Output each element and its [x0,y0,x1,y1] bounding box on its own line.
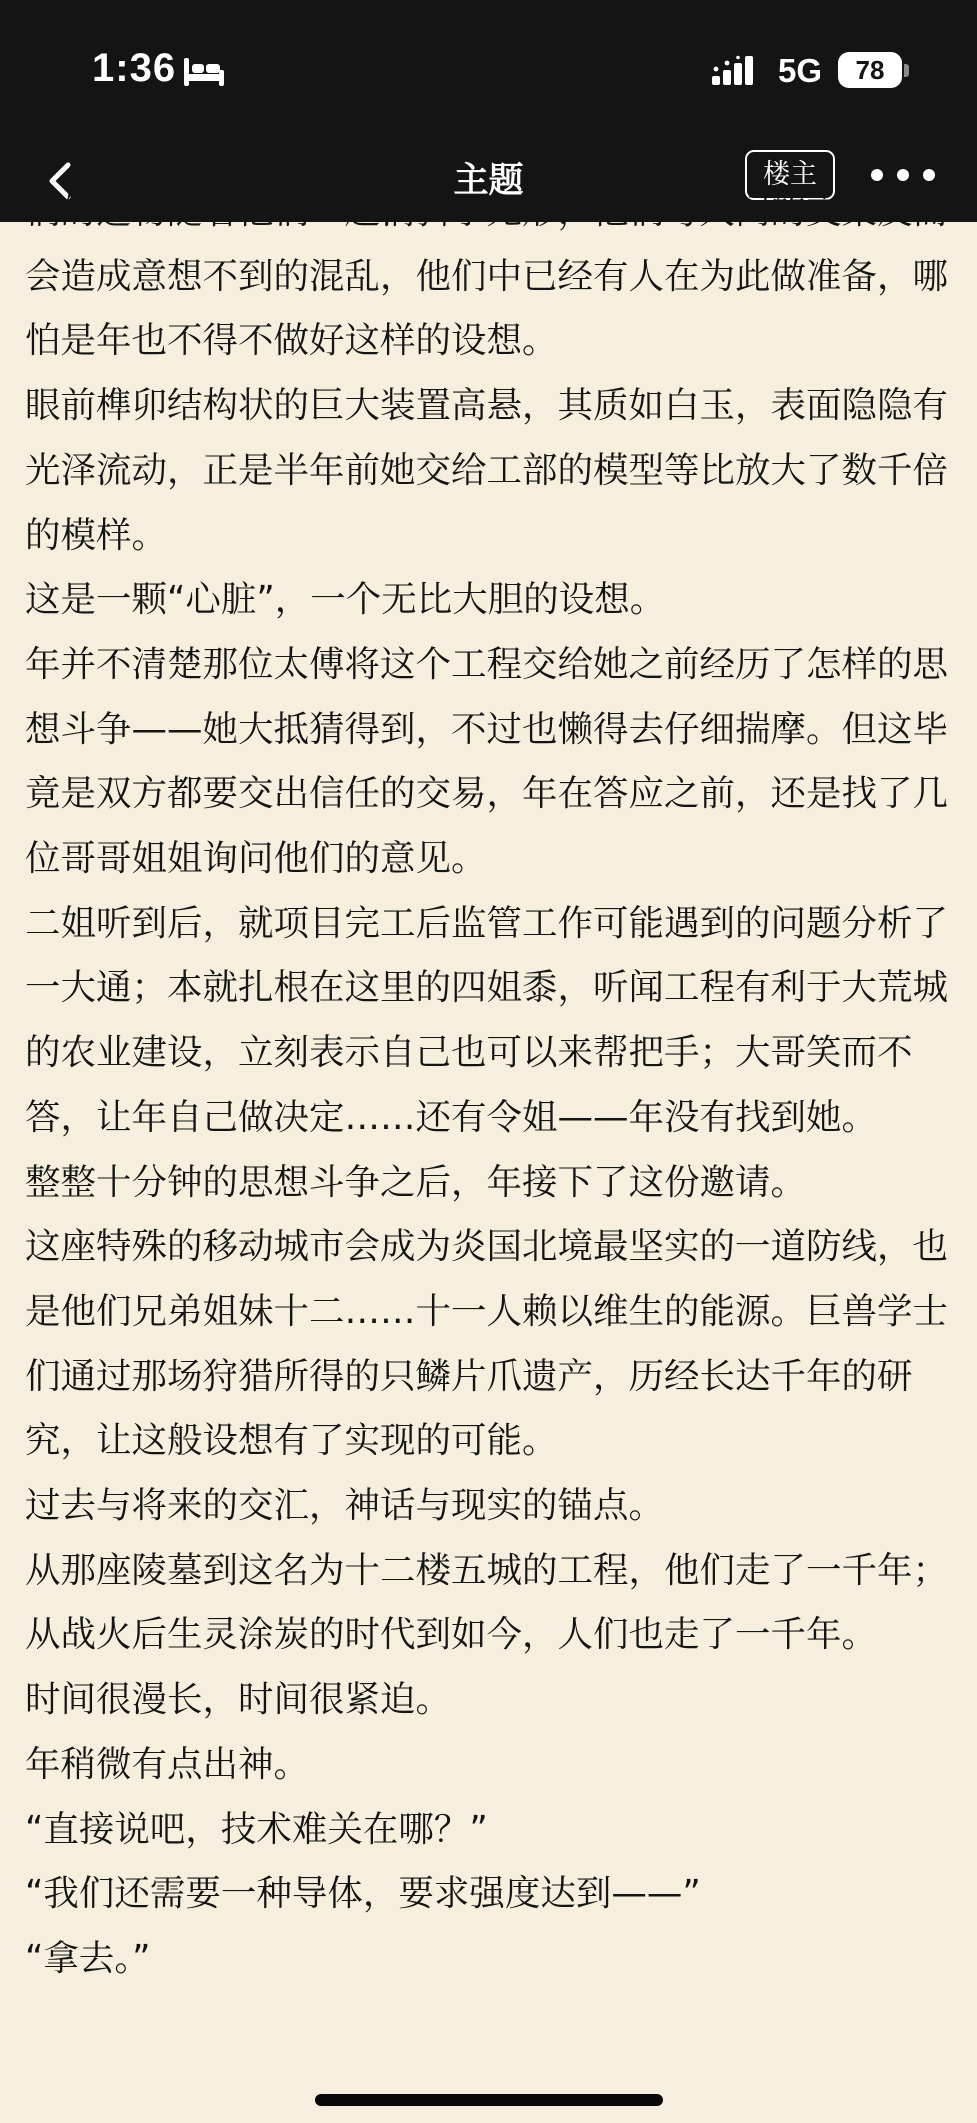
post-paragraph: 从那座陵墓到这名为十二楼五城的工程，他们走了一千年；从战火后生灵涂炭的时代到如今，人们也走了一千年。 [25,1549,949,1656]
post-paragraph: 过去与将来的交汇，神话与现实的锚点。 [25,1485,665,1527]
post-paragraph: 年并不清楚那位太傅将这个工程交给她之前经历了怎样的思想斗争——她大抵猜得到，不过也懒得去仔细揣摩。但这毕竟是双方都要交出信任的交易，年在答应之前，还是找了几位哥哥姐姐询问他们的意见。 [25,643,949,880]
post-paragraph: “直接说吧，技术难关在哪？” [25,1808,488,1850]
status-time: 1:36 [92,46,177,90]
network-type: 5G [778,52,823,89]
post-paragraph: 年稍微有点出神。 [25,1743,310,1785]
post-paragraph: 时间很漫长，时间很紧迫。 [25,1679,452,1721]
bed-icon [182,56,226,88]
battery-indicator [838,52,902,88]
post-body [25,180,955,1992]
battery-cap [904,64,909,77]
post-paragraph: 这座特殊的移动城市会成为炎国北境最坚实的一道防线，也是他们兄弟姐妹十二……十一人赖以维生的能源。巨兽学士们通过那场狩猎所得的只鳞片爪遗产，历经长达千年的研究，让这般设想有了实现的可能。 [25,1226,949,1462]
post-paragraph: 们的造物随着他们一起消弭于无形，他们与人间的交集反而会造成意想不到的混乱，他们中已经有人在为此做准备，哪怕是年也不得不做好这样的设想。 [25,191,949,362]
post-paragraph: “拿去。” [25,1937,151,1979]
status-bar [0,0,977,140]
post-paragraph: 整整十分钟的思想斗争之后，年接下了这份邀请。 [25,1161,807,1203]
page-title: 主题 [453,161,524,201]
home-indicator[interactable] [315,2094,663,2106]
post-paragraph: 这是一颗“心脏”，一个无比大胆的设想。 [25,579,666,621]
post-paragraph: 二姐听到后，就项目完工后监管工作可能遇到的问题分析了一大通；本就扎根在这里的四姐黍，听闻工程有利于大荒城的农业建设，立刻表示自己也可以来帮把手；大哥笑而不答，让年自己做决定……还有令姐——年没有找到她。 [25,902,949,1138]
post-paragraph: “我们还需要一种导体，要求强度达到——” [25,1873,701,1915]
post-content[interactable] [0,191,977,2123]
post-paragraph: 眼前榫卯结构状的巨大装置高悬，其质如白玉，表面隐隐有光泽流动，正是半年前她交给工部的模型等比放大了数千倍的模样。 [25,385,949,556]
original-poster-only-button[interactable]: 楼主 [745,150,835,200]
battery-level: 78 [855,55,885,85]
cellular-signal-icon [712,56,762,86]
